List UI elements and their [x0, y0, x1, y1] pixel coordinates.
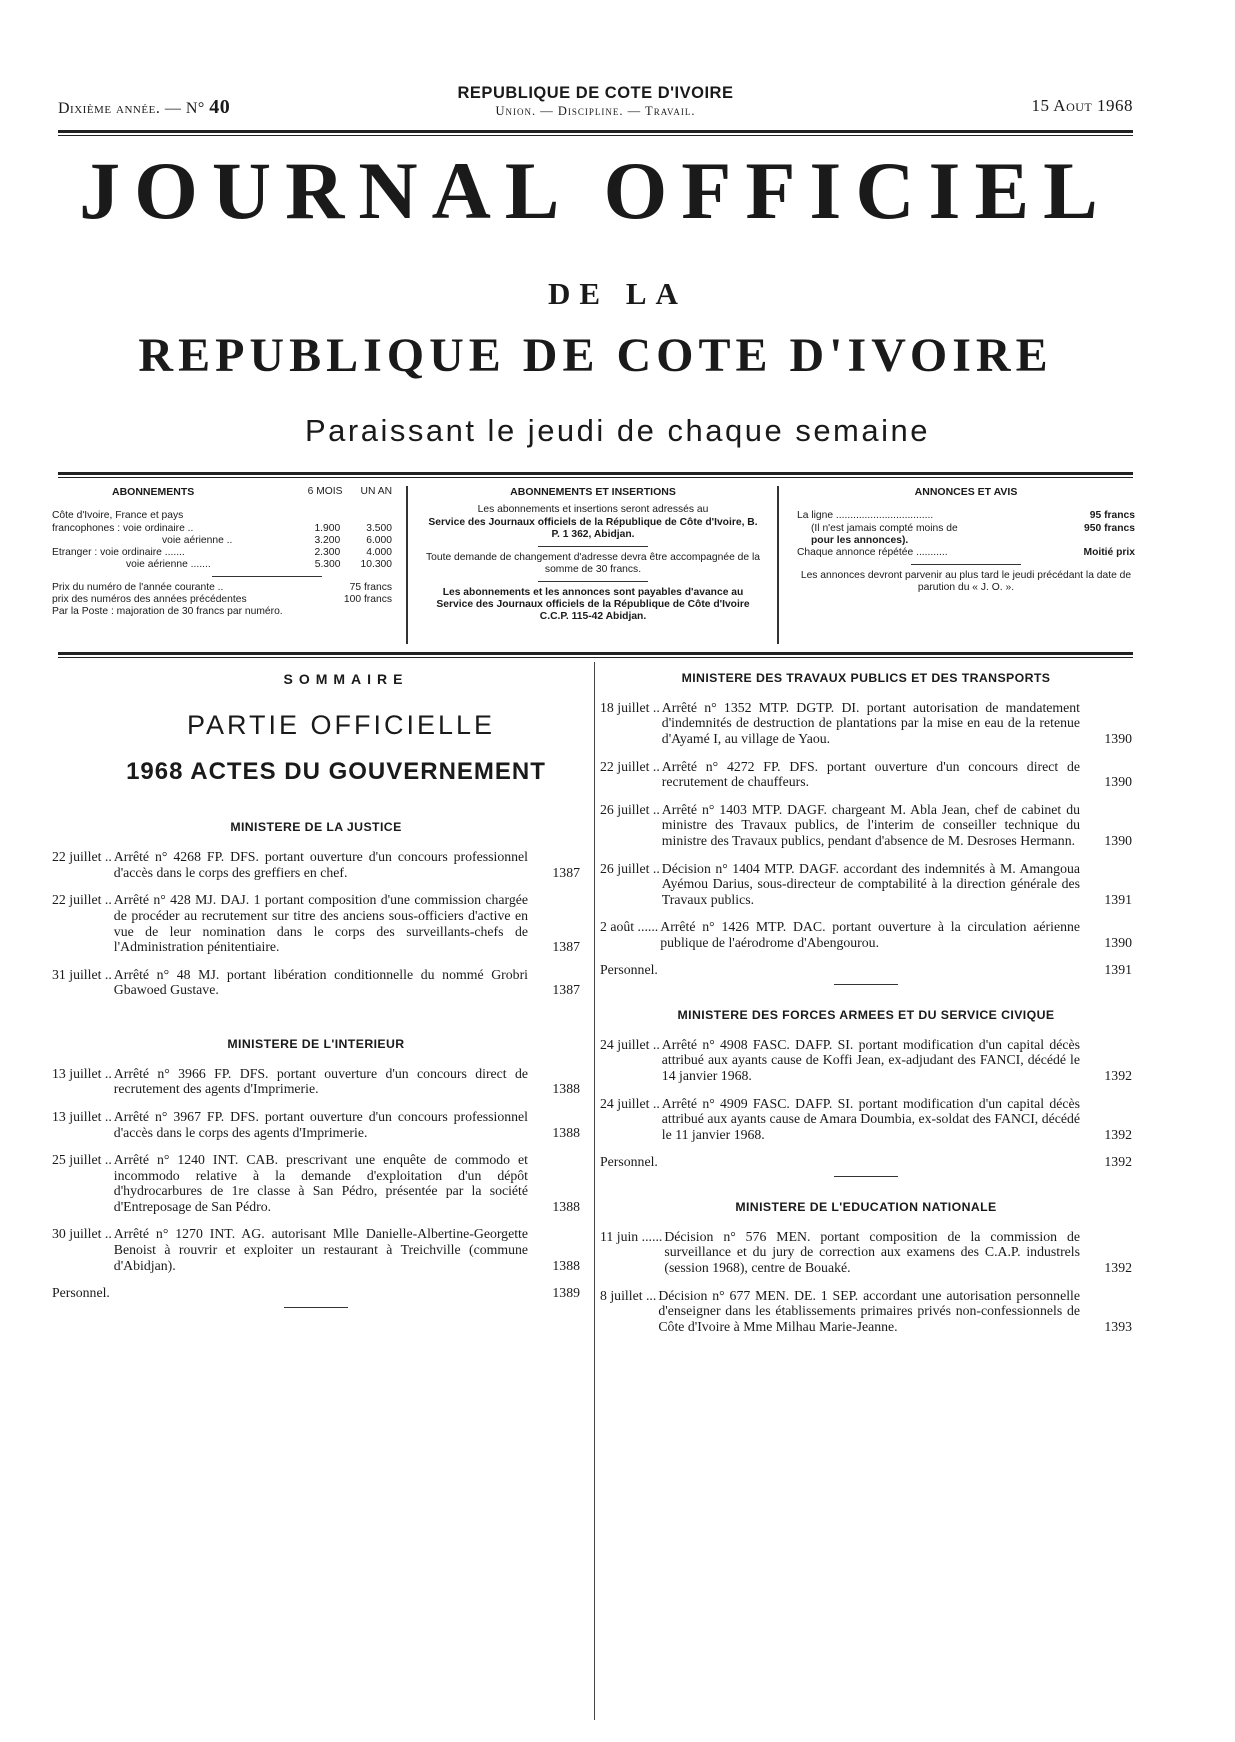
- annonces-ligne-val: 95 francs: [1089, 510, 1135, 522]
- entry-page: 1390: [1104, 934, 1132, 950]
- masthead-header: [58, 84, 1133, 124]
- ministry-heading: MINISTERE DE L'INTERIEUR: [227, 1036, 405, 1051]
- entry-date: 2 août ......: [600, 919, 659, 935]
- entry-date: 8 juillet ...: [600, 1287, 657, 1303]
- ministry-section: [600, 1009, 1132, 1177]
- annonces-divider: [911, 564, 1021, 565]
- personnel-entry: [600, 962, 1132, 978]
- personnel-label: Personnel.: [600, 1154, 658, 1170]
- entry-page: 1388: [552, 1198, 580, 1214]
- right-sections: [600, 672, 1132, 1334]
- section-end-rule: [284, 1307, 348, 1308]
- info-separator-2: [777, 486, 779, 644]
- annonces-ligne: [797, 510, 1135, 522]
- entry-text: Arrêté n° 3966 FP. DFS. portant ouverture d'un concours direct de recrutement des agents d'Imprimerie.: [113, 1065, 528, 1097]
- ab-price1: [52, 582, 392, 594]
- entry-date: 18 juillet ..: [600, 699, 660, 715]
- personnel-page: 1392: [1104, 1154, 1132, 1170]
- abonnements-column: [52, 486, 392, 619]
- summary-entry: [600, 1288, 1132, 1335]
- summary-entry: [600, 861, 1132, 908]
- entry-page: 1387: [552, 864, 580, 880]
- annonces-note-val: 950 francs: [1084, 522, 1135, 534]
- ab-line4-6: 2.300: [314, 546, 341, 558]
- ab-line3-6: 3.200: [314, 534, 341, 546]
- sommaire-left-column: [52, 672, 580, 1308]
- entry-text: Arrêté n° 1352 MTP. DGTP. DI. portant autorisation de mandatement d'indemnités de destruction de plantations par la mise en eau de la retenue d'Ayamé I, au village de Yaou.: [661, 699, 1080, 747]
- personnel-entry: [600, 1154, 1132, 1170]
- ab-line3: [52, 535, 392, 547]
- entry-page: 1390: [1104, 832, 1132, 848]
- header-rule: [58, 130, 1133, 136]
- ab-price2-val: 100 francs: [343, 594, 392, 606]
- entry-text: Arrêté n° 4272 FP. DFS. portant ouverture d'un concours direct de recrutement de chauffeurs.: [661, 758, 1080, 790]
- annonces-deadline: Les annonces devront parvenir au plus tard le jeudi précédant la date de parution du « J. O. ».: [800, 569, 1132, 594]
- insertions-divider-1: [538, 546, 648, 547]
- annonces-column: [797, 486, 1135, 594]
- entry-date: 24 juillet ..: [600, 1095, 660, 1111]
- entry-page: 1392: [1104, 1259, 1132, 1275]
- ab-price3: Par la Poste : majoration de 30 francs par numéro.: [52, 606, 283, 618]
- entry-page: 1391: [1104, 891, 1132, 907]
- annonces-repeat-val: Moitié prix: [1083, 546, 1135, 558]
- insertions-column: [424, 486, 762, 624]
- ab-line2-6: 1.900: [314, 522, 341, 534]
- column-divider: [594, 662, 595, 1720]
- entry-page: 1387: [552, 982, 580, 998]
- sommaire-heading: SOMMAIRE: [283, 671, 409, 687]
- entry-text: Arrêté n° 428 MJ. DAJ. 1 portant composition d'une commission chargée de procéder au recrutement sur titre des anciens sous-officiers d'active en vue de leur nomination dans le corps des surveillants-chefs de l'Administration pénitentiaire.: [113, 892, 528, 955]
- tagline: Paraissant le jeudi de chaque semaine: [304, 413, 930, 448]
- summary-entry: [600, 802, 1132, 849]
- section-end-rule: [834, 1176, 898, 1177]
- entry-text: Arrêté n° 1426 MTP. DAC. portant ouverture à la circulation aérienne publique de l'aérodrome d'Abengourou.: [660, 919, 1080, 950]
- ab-line5-an: 10.300: [360, 558, 392, 570]
- annonces-repeat-label: Chaque annonce répétée ...........: [797, 546, 948, 558]
- issue-date: 15 Aout 1968: [1031, 96, 1133, 115]
- entry-date: 22 juillet ..: [600, 758, 660, 774]
- ministry-heading: MINISTERE DE L'EDUCATION NATIONALE: [735, 1199, 997, 1214]
- summary-entry: [600, 700, 1132, 747]
- ab-line5-label: voie aérienne .......: [126, 558, 211, 570]
- info-bottom-rule: [58, 652, 1133, 658]
- entry-text: Arrêté n° 4908 FASC. DAFP. SI. portant modification d'un capital décès attribué aux ayants cause de Koffi Jean, ex-adjudant des FANCI, décédé le 14 janvier 1968.: [661, 1036, 1080, 1084]
- entry-page: 1390: [1104, 731, 1132, 747]
- personnel-page: 1391: [1104, 962, 1132, 978]
- insertions-divider-2: [538, 581, 648, 582]
- summary-entry: [600, 759, 1132, 790]
- ab-line3-label: voie aérienne ..: [162, 534, 233, 546]
- entry-date: 30 juillet ..: [52, 1226, 112, 1242]
- entry-page: 1392: [1104, 1126, 1132, 1142]
- summary-entry: [52, 1152, 580, 1214]
- ab-line1: Côte d'Ivoire, France et pays: [52, 510, 184, 522]
- entry-page: 1392: [1104, 1068, 1132, 1084]
- ab-price2: [52, 594, 392, 606]
- entry-text: Arrêté n° 1403 MTP. DAGF. chargeant M. Abla Jean, chef de cabinet du ministre des Travaux publics, de l'interim de conseiller technique du ministre des Travaux publics, pendant d'absence de M. Desroses Hermann.: [661, 801, 1080, 848]
- summary-entry: [52, 1066, 580, 1097]
- ab-line2: [52, 523, 392, 535]
- summary-entry: [600, 1229, 1132, 1276]
- republic-block: [58, 84, 1133, 119]
- entry-date: 13 juillet ..: [52, 1065, 112, 1081]
- col-6mois: 6 MOIS: [307, 486, 343, 497]
- ab-line3-an: 6.000: [366, 534, 392, 546]
- entry-text: Arrêté n° 1270 INT. AG. autorisant Mlle Danielle-Albertine-Georgette Benoist à rouvrir et exploiter un restaurant à Treichville (commune d'Abidjan).: [113, 1226, 528, 1273]
- ministry-section: [600, 1201, 1132, 1334]
- entry-page: 1388: [552, 1257, 580, 1273]
- ab-price1-val: 75 francs: [349, 582, 392, 594]
- sommaire-right-column: [600, 672, 1132, 1334]
- summary-entry: [52, 967, 580, 998]
- ab-line5-6: 5.300: [314, 558, 341, 570]
- summary-entry: [600, 1037, 1132, 1084]
- national-motto: Union. — Discipline. — Travail.: [495, 104, 696, 118]
- republic-name: REPUBLIQUE DE COTE D'IVOIRE: [457, 84, 734, 102]
- insertions-p3: Les abonnements et les annonces sont payables d'avance au Service des Journaux officiels de la République de Côte d'Ivoire C.C.P. 115-42 Abidjan.: [436, 587, 750, 623]
- ab-line2-an: 3.500: [366, 522, 392, 534]
- entry-page: 1387: [552, 939, 580, 955]
- year-label: Dixième année. — N°: [58, 100, 205, 117]
- republic-title: REPUBLIQUE DE COTE D'IVOIRE: [138, 329, 1053, 382]
- entry-text: Décision n° 677 MEN. DE. 1 SEP. accordant une autorisation personnelle d'enseigner dans les établissements primaires privés non-confessionnels de Côte d'Ivoire à Mme Milhau Marie-Jeanne.: [658, 1287, 1080, 1334]
- section-end-rule: [834, 984, 898, 985]
- de-la: DE LA: [548, 276, 687, 311]
- summary-entry: [52, 1109, 580, 1140]
- entry-date: 25 juillet ..: [52, 1152, 112, 1168]
- ab-divider: [212, 576, 322, 577]
- annonces-note-a: (Il n'est jamais compté moins de: [811, 522, 958, 534]
- entry-text: Arrêté n° 1240 INT. CAB. prescrivant une enquête de commodo et incommodo relative à la demande d'exploitation d'un dépôt d'hydrocarbures de 1re classe à San Pédro, présentée par la société d'Entreposage de San Pédro.: [113, 1152, 528, 1214]
- info-separator-1: [406, 486, 408, 644]
- ministry-heading: MINISTERE DES FORCES ARMEES ET DU SERVICE CIVIQUE: [677, 1007, 1055, 1022]
- insertions-p1a: Les abonnements et insertions seront adressés au: [477, 504, 709, 516]
- personnel-entry: [52, 1285, 580, 1301]
- personnel-label: Personnel.: [52, 1285, 110, 1301]
- ministry-section: [52, 1038, 580, 1308]
- summary-entry: [52, 1226, 580, 1273]
- ab-price1-label: Prix du numéro de l'année courante ..: [52, 582, 224, 594]
- issue-number: 40: [209, 96, 231, 118]
- entry-page: 1393: [1104, 1318, 1132, 1334]
- annonces-note-b: pour les annonces).: [811, 534, 909, 546]
- partie-officielle: PARTIE OFFICIELLE: [186, 709, 496, 740]
- ab-line5: [52, 559, 392, 571]
- personnel-page: 1389: [552, 1285, 580, 1301]
- ministry-section: [600, 672, 1132, 985]
- summary-entry: [52, 892, 580, 954]
- ab-line4-label: Etranger : voie ordinaire .......: [52, 546, 185, 558]
- entry-date: 26 juillet ..: [600, 860, 660, 876]
- left-sections: [52, 821, 580, 1307]
- annonces-repeat: [797, 547, 1135, 559]
- ab-line2-label: francophones : voie ordinaire ..: [52, 522, 194, 534]
- entry-text: Arrêté n° 4909 FASC. DAFP. SI. portant modification d'un capital décès attribué aux ayants cause de Amara Doumbia, ex-soldat des FANCI, décédé le 11 janvier 1968.: [661, 1095, 1080, 1142]
- subscription-info: [52, 478, 1137, 648]
- abonnements-heading: ABONNEMENTS: [112, 486, 195, 498]
- entry-date: 24 juillet ..: [600, 1036, 660, 1052]
- annonces-ligne-label: La ligne ..................................: [797, 510, 934, 522]
- entry-date: 13 juillet ..: [52, 1108, 112, 1124]
- entry-page: 1388: [552, 1124, 580, 1140]
- entry-date: 26 juillet ..: [600, 801, 660, 817]
- entry-date: 11 juin ......: [600, 1228, 663, 1244]
- annonces-note: [797, 523, 1135, 535]
- ministry-heading: MINISTERE DES TRAVAUX PUBLICS ET DES TRANSPORTS: [681, 671, 1051, 685]
- summary-entry: [600, 919, 1132, 950]
- summary-entry: [600, 1096, 1132, 1143]
- entry-date: 22 juillet ..: [52, 849, 112, 865]
- entry-text: Décision n° 576 MEN. portant composition de la commission de surveillance et du jury de correction aux examens des C.A.P. industrels (session 1968), centre de Bouaké.: [664, 1228, 1080, 1275]
- entry-page: 1388: [552, 1081, 580, 1097]
- entry-date: 31 juillet ..: [52, 966, 112, 982]
- summary-entry: [52, 849, 580, 880]
- insertions-p2: Toute demande de changement d'adresse devra être accompagnée de la somme de 30 francs.: [426, 551, 760, 575]
- entry-page: 1390: [1104, 774, 1132, 790]
- insertions-p1b: Service des Journaux officiels de la République de Côte d'Ivoire, B. P. 1 362, Abidjan.: [428, 516, 758, 540]
- ministry-section: [52, 821, 580, 998]
- ab-price2-label: prix des numéros des années précédentes: [52, 594, 247, 606]
- ab-line4-an: 4.000: [366, 546, 392, 558]
- actes-gouvernement: 1968 ACTES DU GOUVERNEMENT: [126, 758, 546, 786]
- journal-title: JOURNAL OFFICIEL: [79, 145, 1112, 236]
- personnel-label: Personnel.: [600, 962, 658, 978]
- insertions-heading: ABONNEMENTS ET INSERTIONS: [510, 486, 676, 498]
- entry-text: Arrêté n° 3967 FP. DFS. portant ouverture d'un concours professionnel d'accès dans le corps des agents d'Imprimerie.: [113, 1108, 528, 1140]
- entry-date: 22 juillet ..: [52, 892, 112, 908]
- ministry-heading: MINISTERE DE LA JUSTICE: [230, 820, 402, 835]
- entry-text: Arrêté n° 48 MJ. portant libération conditionnelle du nommé Grobri Gbawoed Gustave.: [113, 966, 528, 998]
- annonces-heading: ANNONCES ET AVIS: [914, 486, 1018, 498]
- entry-text: Arrêté n° 4268 FP. DFS. portant ouverture d'un concours professionnel d'accès dans le corps des greffiers en chef.: [113, 849, 528, 880]
- col-un-an: UN AN: [360, 486, 392, 497]
- entry-text: Décision n° 1404 MTP. DAGF. accordant des indemnités à M. Amangoua Ayémou Darius, sous-directeur de comptabilité à la direction générale des Travaux publics.: [661, 860, 1080, 907]
- ab-line4: [52, 547, 392, 559]
